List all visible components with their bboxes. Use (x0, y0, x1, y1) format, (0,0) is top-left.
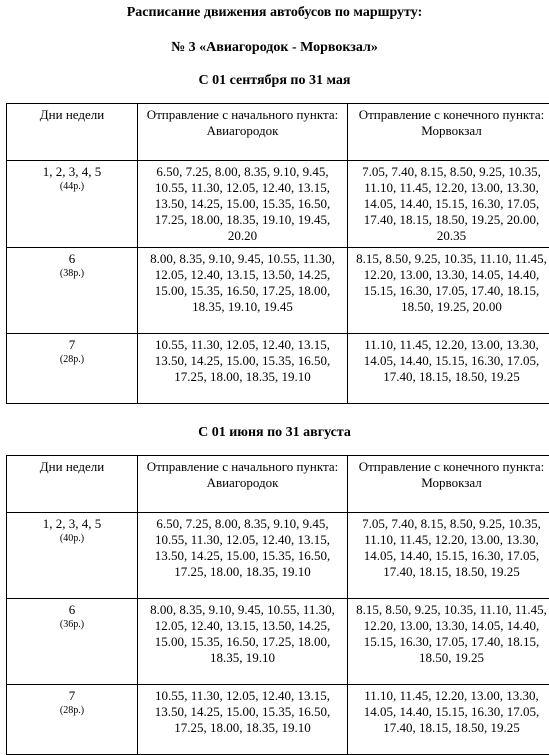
column-header-end-point: Морвокзал (421, 475, 481, 490)
days-label: 1, 2, 3, 4, 5 (9, 164, 135, 180)
start-times: 8.00, 8.35, 9.10, 9.45, 10.55, 11.30, 12.05, 12.40, 13.15, 13.50, 14.25, 15.00, 15.35, 16.50, 17.25, 18.00, 18.35, 19.10 (140, 602, 345, 666)
end-times: 7.05, 7.40, 8.15, 8.50, 9.25, 10.35, 11.10, 11.45, 12.20, 13.00, 13.30, 14.05, 14.40, 15.15, 16.30, 17.05, 17.40, 18.15, 18.50, 19.25, 20.00, 20.35 (350, 164, 549, 244)
column-header-end (348, 456, 549, 513)
column-header-start (138, 104, 348, 161)
column-header-start-label: Отправление с начального пункта: (147, 107, 339, 122)
table-row (7, 161, 549, 248)
table-row (7, 685, 549, 755)
schedule-table-summer (6, 455, 549, 755)
end-times-cell (348, 685, 549, 755)
column-header-days (7, 104, 138, 161)
end-times-cell (348, 334, 549, 404)
days-label: 6 (9, 251, 135, 267)
table-header-row (7, 104, 549, 161)
end-times: 11.10, 11.45, 12.20, 13.00, 13.30, 14.05, 14.40, 15.15, 16.30, 17.05, 17.40, 18.15, 18.50, 19.25 (350, 688, 549, 736)
schedule-table-winter (6, 103, 549, 404)
end-times: 8.15, 8.50, 9.25, 10.35, 11.10, 11.45, 12.20, 13.00, 13.30, 14.05, 14.40, 15.15, 16.30, 17.05, 17.40, 18.15, 18.50, 19.25 (350, 602, 549, 666)
column-header-start (138, 456, 348, 513)
fare-label: (28р.) (9, 704, 135, 717)
days-cell (7, 685, 138, 755)
table-header-row (7, 456, 549, 513)
end-times-cell (348, 248, 549, 334)
fare-label: (44р.) (9, 180, 135, 193)
end-times-cell (348, 599, 549, 685)
table-row (7, 334, 549, 404)
end-times-cell (348, 513, 549, 599)
start-times-cell (138, 334, 348, 404)
column-header-end (348, 104, 549, 161)
end-times-cell (348, 161, 549, 248)
days-cell (7, 334, 138, 404)
column-header-end-point: Морвокзал (421, 123, 481, 138)
start-times: 6.50, 7.25, 8.00, 8.35, 9.10, 9.45, 10.55, 11.30, 12.05, 12.40, 13.15, 13.50, 14.25, 15.00, 15.35, 16.50, 17.25, 18.00, 18.35, 19.10 (140, 516, 345, 580)
fare-label: (40р.) (9, 532, 135, 545)
period-heading-summer: С 01 июня по 31 августа (0, 425, 549, 441)
period-heading-winter: С 01 сентября по 31 мая (0, 73, 549, 89)
days-label: 7 (9, 337, 135, 353)
fare-label: (28р.) (9, 353, 135, 366)
fare-label: (36р.) (9, 618, 135, 631)
start-times-cell (138, 161, 348, 248)
start-times: 8.00, 8.35, 9.10, 9.45, 10.55, 11.30, 12.05, 12.40, 13.15, 13.50, 14.25, 15.00, 15.35, 16.50, 17.25, 18.00, 18.35, 19.10, 19.45 (140, 251, 345, 315)
start-times-cell (138, 248, 348, 334)
end-times: 7.05, 7.40, 8.15, 8.50, 9.25, 10.35, 11.10, 11.45, 12.20, 13.00, 13.30, 14.05, 14.40, 15.15, 16.30, 17.05, 17.40, 18.15, 18.50, 19.25 (350, 516, 549, 580)
end-times: 8.15, 8.50, 9.25, 10.35, 11.10, 11.45, 12.20, 13.00, 13.30, 14.05, 14.40, 15.15, 16.30, 17.05, 17.40, 18.15, 18.50, 19.25, 20.00 (350, 251, 549, 315)
start-times-cell (138, 513, 348, 599)
route-name: № 3 «Авиагородок - Морвокзал» (0, 40, 549, 56)
table-row (7, 248, 549, 334)
column-header-start-point: Авиагородок (207, 475, 279, 490)
schedule-title: Расписание движения автобусов по маршруту: (0, 5, 549, 21)
start-times: 6.50, 7.25, 8.00, 8.35, 9.10, 9.45, 10.55, 11.30, 12.05, 12.40, 13.15, 13.50, 14.25, 15.00, 15.35, 16.50, 17.25, 18.00, 18.35, 19.10, 19.45, 20.20 (140, 164, 345, 244)
table-row (7, 599, 549, 685)
start-times: 10.55, 11.30, 12.05, 12.40, 13.15, 13.50, 14.25, 15.00, 15.35, 16.50, 17.25, 18.00, 18.35, 19.10 (140, 688, 345, 736)
column-header-end-label: Отправление с конечного пункта: (359, 107, 545, 122)
end-times: 11.10, 11.45, 12.20, 13.00, 13.30, 14.05, 14.40, 15.15, 16.30, 17.05, 17.40, 18.15, 18.50, 19.25 (350, 337, 549, 385)
days-cell (7, 599, 138, 685)
column-header-start-point: Авиагородок (207, 123, 279, 138)
days-cell (7, 248, 138, 334)
days-cell (7, 161, 138, 248)
days-label: 6 (9, 602, 135, 618)
column-header-days-label: Дни недели (40, 459, 104, 474)
start-times-cell (138, 685, 348, 755)
column-header-days (7, 456, 138, 513)
start-times: 10.55, 11.30, 12.05, 12.40, 13.15, 13.50, 14.25, 15.00, 15.35, 16.50, 17.25, 18.00, 18.35, 19.10 (140, 337, 345, 385)
days-label: 1, 2, 3, 4, 5 (9, 516, 135, 532)
days-cell (7, 513, 138, 599)
column-header-end-label: Отправление с конечного пункта: (359, 459, 545, 474)
table-row (7, 513, 549, 599)
start-times-cell (138, 599, 348, 685)
column-header-days-label: Дни недели (40, 107, 104, 122)
fare-label: (38р.) (9, 267, 135, 280)
days-label: 7 (9, 688, 135, 704)
column-header-start-label: Отправление с начального пункта: (147, 459, 339, 474)
